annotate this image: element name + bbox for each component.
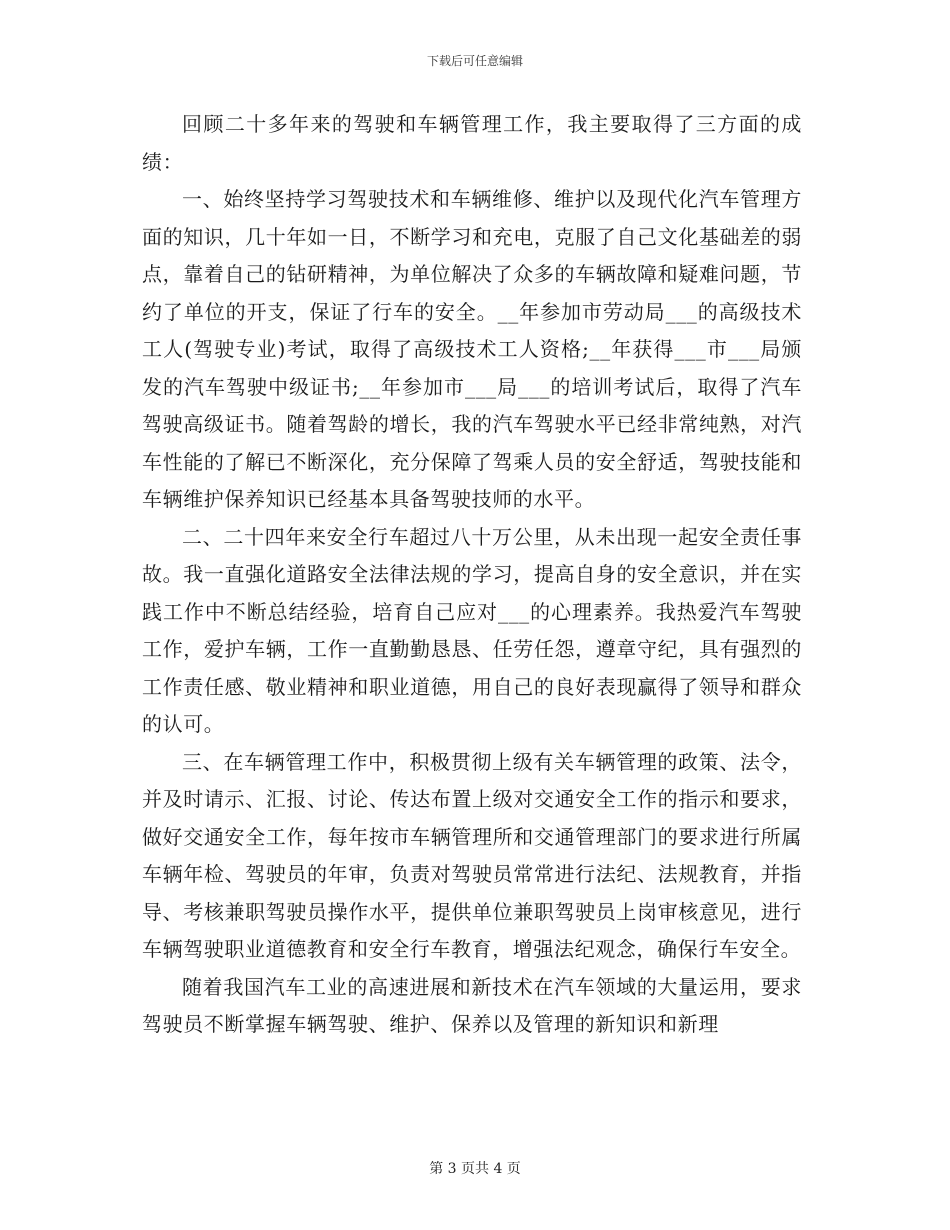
paragraph-point-three: 三、在车辆管理工作中，积极贯彻上级有关车辆管理的政策、法令，并及时请示、汇报、讨论、传达布置上级对交通安全工作的指示和要求，做好交通安全工作，每年按市车辆管理所和交通管理部门的要求进行所属车辆年检、驾驶员的年审，负责对驾驶员常常进行法纪、法规教育，并指导、考核兼职驾驶员操作水平，提供单位兼职驾驶员上岗审核意见，进行车辆驾驶职业道德教育和安全行车教育，增强法纪观念，确保行车安全。 <box>142 749 802 961</box>
page-number-footer: 第 3 页共 4 页 <box>429 1161 521 1177</box>
page-header-note: 下载后可任意编辑 <box>426 54 523 68</box>
paragraph-continuation: 随着我国汽车工业的高速进展和新技术在汽车领域的大量运用，要求驾驶员不断掌握车辆驾驶、维护、保养以及管理的新知识和新理 <box>142 974 802 1036</box>
paragraph-point-two: 二、二十四年来安全行车超过八十万公里，从未出现一起安全责任事故。我一直强化道路安全法律法规的学习，提高自身的安全意识，并在实践工作中不断总结经验，培育自己应对___的心理素养。我热爱汽车驾驶工作，爱护车辆，工作一直勤勤恳恳、任劳任怨，遵章守纪，具有强烈的工作责任感、敬业精神和职业道德，用自己的良好表现赢得了领导和群众的认可。 <box>142 524 802 736</box>
paragraph-intro: 回顾二十多年来的驾驶和车辆管理工作，我主要取得了三方面的成绩： <box>142 112 802 174</box>
paragraph-point-one: 一、始终坚持学习驾驶技术和车辆维修、维护以及现代化汽车管理方面的知识，几十年如一日，不断学习和充电，克服了自己文化基础差的弱点，靠着自己的钻研精神，为单位解决了众多的车辆故障和疑难问题，节约了单位的开支，保证了行车的安全。__年参加市劳动局___的高级技术工人(驾驶专业)考试，取得了高级技术工人资格;__年获得___市___局颁发的汽车驾驶中级证书;__年参加市___局___的培训考试后，取得了汽车驾驶高级证书。随着驾龄的增长，我的汽车驾驶水平已经非常纯熟，对汽车性能的了解已不断深化，充分保障了驾乘人员的安全舒适，驾驶技能和车辆维护保养知识已经基本具备驾驶技师的水平。 <box>142 187 802 511</box>
document-body <box>142 106 802 1044</box>
